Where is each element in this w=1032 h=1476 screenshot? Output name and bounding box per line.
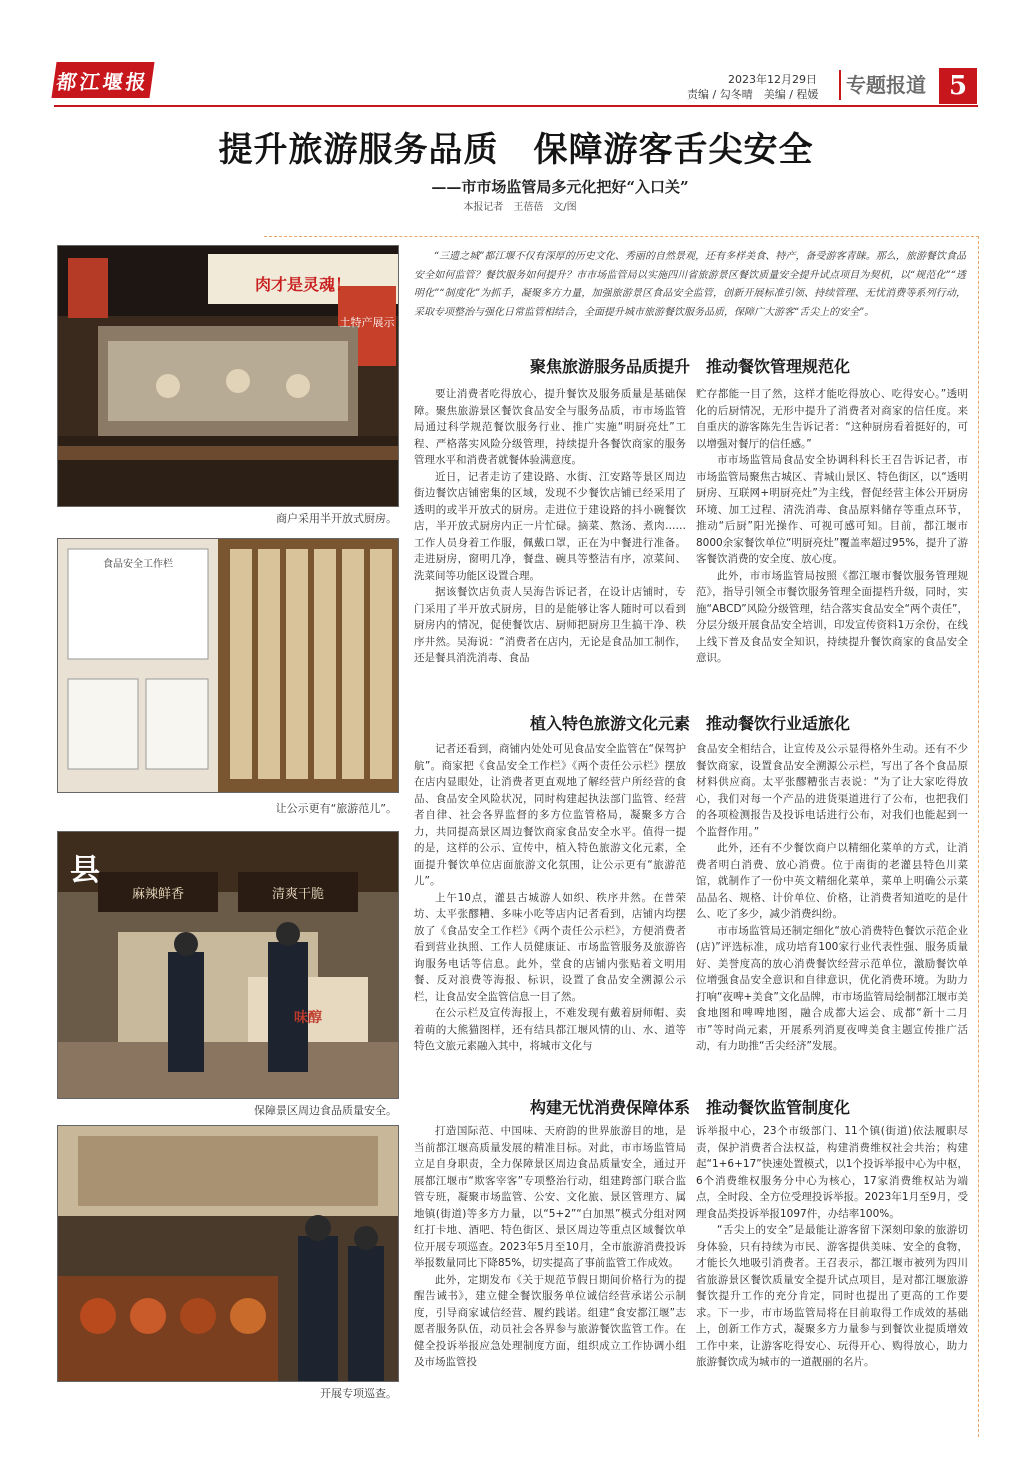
paragraph: 打造国际范、中国味、天府韵的世界旅游目的地，是当前都江堰高质量发展的精准目标。对此，市市场监管局立足自身职责，全力保障景区周边食品质量安全，通过开展都江堰市“欺客宰客”专项整治行动，组建跨部门联合监管专班，凝聚市场监管、公安、文化旅、景区管理方、属地镇(街道)等多方力量，以“5+2”“白加黑”模式分组对网红打卡地、酒吧、特色街区、景区周边等重点区域餐饮单位开展专项巡查。2023年5月至10月，全市旅游消费投诉举报数量同比下降85%，切实提高了事前监管工作成效。 — [414, 1125, 686, 1269]
section1-right-column — [696, 386, 968, 686]
photo-notice-board — [57, 538, 399, 793]
page-number: 5 — [939, 68, 977, 104]
section1-left-column — [414, 386, 686, 686]
section-heading-tourism-culture: 植入特色旅游文化元素 推动餐饮行业适旅化 — [529, 714, 850, 733]
paragraph: 贮存都能一目了然，这样才能吃得放心、吃得安心。”透明化的后厨情况，无形中提升了消费者对商家的信任度。来自重庆的游客陈先生告诉记者：“这种厨房看着挺好的，可以增强对餐厅的信任感。” — [696, 388, 968, 450]
photo-open-kitchen — [57, 245, 399, 507]
paragraph: 此外，还有不少餐饮商户以精细化菜单的方式，让消费者明白消费、放心消费。位于南街的老灌县特色川菜馆，就制作了一份中英文精细化菜单，菜单上明确公示菜品品名、规格、计价单位、价格，让消费者知道吃的是什么、吃了多少，减少消费纠纷。 — [696, 842, 968, 920]
paragraph: 上午10点，灌县古城游人如织、秩序井然。在普荣坊、太平张醪糟、多味小吃等店内记者看到，店铺内均摆放了《食品安全工作栏》《两个责任公示栏》，方便消费者看到营业执照、工作人员健康证、市场监管服务及旅游咨询服务电话等信息。此外，堂食的店铺内张贴着文明用餐、反对浪费等海报、标识，设置了食品安全溯源公示栏，让食品安全监管信息一目了然。 — [414, 891, 686, 1003]
paragraph: 据该餐饮店负责人吴海告诉记者，在设计店铺时，专门采用了半开放式厨房，目的是能够让客人随时可以看到厨房内的情况，促使餐饮店、厨师把厨房卫生搞干净、秩序井然。吴海说：“消费者在店内，无论是食品加工制作，还是餐具消洗消毒、食品 — [414, 586, 686, 664]
issue-date: 2023年12月29日 — [728, 73, 817, 86]
photo-caption: 保障景区周边食品质量安全。 — [254, 1104, 397, 1117]
photo-caption: 开展专项巡查。 — [320, 1387, 397, 1400]
paragraph: 近日，记者走访了建设路、水街、江安路等景区周边街边餐饮店铺密集的区域，发现不少餐饮店铺已经采用了透明的或半开放式的厨房。走进位于建设路的抖小碗餐饮店，半开放式厨房内正一片忙碌。摘菜、熬汤、煮肉……工作人员身着工作服，佩戴口罩，正在为中餐进行准备。走进厨房，窗明几净，餐盘、碗具等整洁有序，凉菜间、洗菜间等功能区设置合理。 — [414, 470, 686, 582]
photo-caption: 让公示更有“旅游范儿”。 — [275, 802, 397, 815]
section-title: 专题报道 — [846, 73, 926, 97]
paragraph: “舌尖上的安全”是最能让游客留下深刻印象的旅游切身体验，只有持续为市民、游客提供美味、安全的食物，才能长久地吸引消费者。王召表示，都江堰市被列为四川省旅游景区餐饮质量安全提升试点项目，是对都江堰旅游餐饮提升工作的充分肯定，同时也提出了更高的工作要求。下一步，市市场监管局将在目前取得工作成效的基础上，创新工作方式，凝聚多方力量参与到餐饮业提质增效工作中来，让游客吃得安心、玩得开心、购得放心，助力旅游餐饮成为城市的一道靓丽的名片。 — [696, 1224, 968, 1368]
section2-right-column — [696, 741, 968, 1069]
photo-shop-inspection — [57, 831, 399, 1099]
paragraph: 此外，市市场监管局按照《都江堰市餐饮服务管理规范》，指导引领全市餐饮服务管理全面提档升级，同时，实施“ABCD”风险分级管理，结合落实食品安全“两个责任”，分层分级开展食品安全培训，印发宣传资料1万余份，在线上线下普及食品安全知识，持续提升餐饮商家的食品安全意识。 — [696, 569, 968, 664]
paragraph: 市市场监管局还制定细化“放心消费特色餐饮示范企业(店)”评选标准，成功培育100家行业代表性强、服务质量好、美誉度高的放心消费餐饮经营示范单位，激励餐饮单位增强食品安全意识和自律意识，优化消费环境。为助力打响“夜啤+美食”文化品牌，市市场监管局绘制都江堰市美食地图和啤啤地图，融合成都大运会、成都“新十二月市”等时尚元素，开展系列消夏夜啤美食主题宣传推广活动，有力助推“舌尖经济”发展。 — [696, 924, 968, 1052]
shop-poster-text: 味醇 — [294, 1010, 322, 1026]
article-lead: “三遗之城”都江堰不仅有深厚的历史文化、秀丽的自然景观，还有多样美食、特产，备受游客青睐。那么，旅游餐饮食品安全如何监管？餐饮服务如何提升？市市场监管局以实施四川省旅游景区餐饮质量安全提升试点项目为契机，以“规范化”“透明化”“制度化”为抓手，凝聚多方力量，加强旅游景区食品安全监管，创新开展标准引领、持续管理、无忧消费等系列行动，采取专项整治与强化日常监管相结合，全面提升城市旅游餐饮服务品质，保障广大游客“舌尖上的安全”。 — [414, 251, 966, 318]
shop-sign-spicy-text: 麻辣鲜香 — [131, 887, 185, 902]
paragraph: 在公示栏及宣传海报上，不难发现有戴着厨师帽、卖着萌的大熊猫图样，还有结具都江堰风情的山、水、道等特色文旅元素融入其中，将城市文化与 — [414, 1007, 686, 1052]
section2-left-column — [414, 741, 686, 1069]
photo-special-patrol — [57, 1125, 399, 1382]
section-heading-supervision-system: 构建无忧消费保障体系 推动餐饮监管制度化 — [529, 1098, 850, 1117]
specialty-sign-text: 土特产展示 — [339, 316, 395, 329]
article-byline: 本报记者 王蓓蓓 文/图 — [463, 202, 577, 213]
board-title-text: 食品安全工作栏 — [103, 559, 173, 570]
article-subhead: ——市市场监管局多元化把好“入口关” — [431, 178, 689, 196]
paragraph: 市市场监管局食品安全协调科科长王召告诉记者，市市场监管局聚焦古城区、青城山景区、特色街区，以“透明厨房、互联网+明厨亮灶”为主线，督促经营主体公开厨房环境、加工过程、清洗消毒、食品原料储存等重点环节，推动“后厨”阳光操作、可视可感可知。目前，都江堰市8000余家餐饮单位“明厨亮灶”覆盖率超过95%，提升了游客餐饮消费的安全度、放心度。 — [696, 454, 968, 565]
paragraph: 记者还看到，商铺内处处可见食品安全监管在“保驾护航”。商家把《食品安全工作栏》《两个责任公示栏》摆放在店内显眼处，让消费者更直观地了解经营户所经营的食品、食品安全风险状况，同时构建起执法部门监管、经营者自律、社会各界监督的多方位监管格局，凝聚多方合力，共同提高景区周边餐饮商家食品安全水平。值得一提的是，这样的公示、宣传中，植入特色旅游文化元素，全面提升餐饮单位店面旅游文化氛围，让公示更有“旅游范儿”。 — [414, 743, 686, 887]
masthead-rule — [54, 105, 978, 107]
paragraph: 食品安全相结合，让宣传及公示显得格外生动。还有不少餐饮商家，设置食品安全溯源公示栏，写出了各个食品原材料供应商。太平张醪糟张吉表说：“为了让大家吃得放心，我们对每一个产品的进货渠道进行了公布，也把我们的各项检测报告及投诉电话进行公布，对我们也能起到一个监督作用。” — [696, 743, 968, 838]
editor-credits: 责编 / 勾冬晴 美编 / 程媛 — [687, 88, 819, 101]
section-heading-standardization: 聚焦旅游服务品质提升 推动餐饮管理规范化 — [529, 357, 850, 376]
section3-left-column — [414, 1123, 686, 1393]
shop-sign-crispy-text: 清爽干脆 — [271, 887, 325, 902]
paragraph: 要让消费者吃得放心，提升餐饮及服务质量是基础保障。聚焦旅游景区餐饮食品安全与服务品质，市市场监管局通过科学规范餐饮服务行业、推广实施“明厨亮灶”工程、严格落实风险分级管理，持续提升各餐饮商家的服务管理水平和消费者就餐体验满意度。 — [414, 388, 686, 466]
paragraph: 此外，定期发布《关于规范节假日期间价格行为的提醒告诫书》，建立健全餐饮服务单位诚信经营承诺公示制度，引导商家诚信经营、履约践诺。组建“食安都江堰”志愿者服务队伍，动员社会各界参与旅游餐饮监管工作。在健全投诉举报应急处理制度方面，组织成立工作协调小组及市场监管投 — [414, 1273, 686, 1368]
article-headline: 提升旅游服务品质 保障游客舌尖安全 — [218, 130, 814, 170]
photo-caption: 商户采用半开放式厨房。 — [276, 512, 397, 525]
paragraph: 诉举报中心，23个市级部门、11个镇(街道)依法履职尽责，保护消费者合法权益，构建消费维权社会共治；构建起“1+6+17”快速处置模式，以1个投诉举报中心为中枢，6个消费维权服务分中心为核心，17家消费维权站为端点，全时段、全方位受理投诉举报。2023年1月至9月，受理食品类投诉举报1097件，办结率100%。 — [696, 1125, 968, 1220]
shop-sign-county-text: 县 — [70, 853, 100, 888]
section3-right-column — [696, 1123, 968, 1393]
newspaper-logo: 都江堰报 — [51, 62, 154, 98]
masthead-divider — [839, 70, 841, 100]
kitchen-sign-text: 肉才是灵魂！ — [254, 275, 352, 294]
